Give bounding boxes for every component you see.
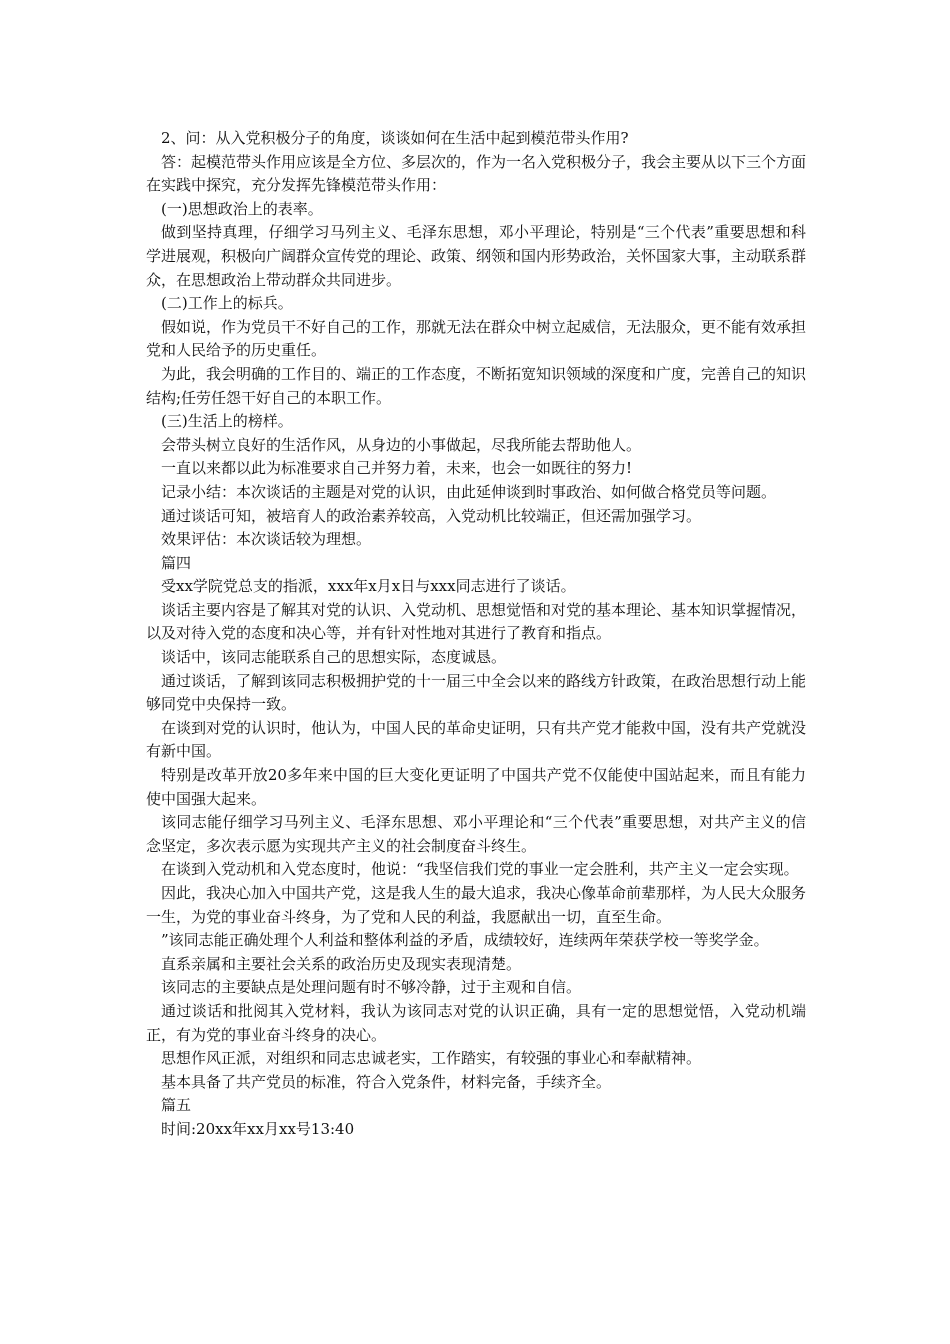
- section-heading-3: (三)生活上的榜样。: [161, 412, 293, 431]
- paragraph-evaluation: 效果评估：本次谈话较为理想。: [161, 530, 372, 549]
- paragraph: 在谈到入党动机和入党态度时，他说：“我坚信我们党的事业一定会胜利，共产主义一定会实现。: [161, 860, 799, 879]
- paragraph: 通过谈话可知，被培育人的政治素养较高，入党动机比较端正，但还需加强学习。: [161, 506, 702, 525]
- paragraph: 通过谈话和批阅其入党材料，我认为该同志对党的认识正确，具有一定的思想觉悟，入党动机端正，有为党的事业奋斗终身的决心。: [146, 1001, 806, 1044]
- paragraph: 因此，我决心加入中国共产党，这是我人生的最大追求，我决心像革命前辈那样，为人民大众服务一生，为党的事业奋斗终身，为了党和人民的利益，我愿献出一切，直至生命。: [146, 884, 807, 926]
- paragraph: 思想作风正派，对组织和同志忠诚老实，工作踏实，有较强的事业心和奉献精神。: [161, 1049, 702, 1068]
- paragraph-summary: 记录小结：本次谈话的主题是对党的认识，由此延伸谈到时事政治、如何做合格党员等问题。: [161, 482, 777, 501]
- paragraph: 谈话中，该同志能联系自己的思想实际，态度诚恳。: [161, 648, 507, 667]
- paragraph: 基本具备了共产党员的标准，符合入党条件，材料完备，手续齐全。: [161, 1072, 612, 1091]
- paragraph: 会带头树立良好的生活作风，从身边的小事做起，尽我所能去帮助他人。: [161, 435, 642, 454]
- chapter-heading-4: 篇四: [161, 553, 192, 572]
- paragraph-answer: 答：起模范带头作用应该是全方位、多层次的，作为一名入党积极分子，我会主要从以下三个方面在实践中探究，充分发挥先锋模范带头作用：: [146, 152, 807, 195]
- paragraph: 假如说，作为党员干不好自己的工作，那就无法在群众中树立起威信，无法服众，更不能有效承担党和人民给予的历史重任。: [146, 317, 807, 360]
- section-heading-2: (二)工作上的标兵。: [161, 294, 293, 313]
- paragraph: ”该同志能正确处理个人利益和整体利益的矛盾，成绩较好，连续两年荣获学校一等奖学金。: [161, 931, 769, 950]
- paragraph: 该同志的主要缺点是处理问题有时不够冷静，过于主观和自信。: [161, 978, 582, 997]
- paragraph: 一直以来都以此为标准要求自己并努力着，未来，也会一如既往的努力!: [161, 459, 633, 478]
- paragraph-question-2: 2、问：从入党积极分子的角度，谈谈如何在生活中起到模范带头作用?: [161, 129, 629, 147]
- paragraph: 在谈到对党的认识时，他认为，中国人民的革命史证明，只有共产党才能救中国，没有共产党就没有新中国。: [146, 718, 807, 761]
- paragraph: 直系亲属和主要社会关系的政治历史及现实表现清楚。: [161, 954, 522, 973]
- paragraph-time: 时间:20xx年xx月xx号13:40: [161, 1119, 355, 1138]
- paragraph: 为此，我会明确的工作目的、端正的工作态度，不断拓宽知识领域的深度和广度，完善自己的知识结构;任劳任怨干好自己的本职工作。: [146, 364, 807, 407]
- paragraph: 该同志能仔细学习马列主义、毛泽东思想、邓小平理论和“三个代表”重要思想，对共产主义的信念坚定，多次表示愿为实现共产主义的社会制度奋斗终生。: [146, 813, 806, 855]
- paragraph: 通过谈话，了解到该同志积极拥护党的十一届三中全会以来的路线方针政策，在政治思想行动上能够同党中央保持一致。: [146, 671, 807, 714]
- chapter-heading-5: 篇五: [161, 1096, 192, 1115]
- paragraph: 谈话主要内容是了解其对党的认识、入党动机、思想觉悟和对党的基本理论、基本知识掌握情况，以及对待入党的态度和决心等，并有针对性地对其进行了教育和指点。: [146, 600, 807, 643]
- paragraph: 特别是改革开放20多年来中国的巨大变化更证明了中国共产党不仅能使中国站起来，而且有能力使中国强大起来。: [146, 766, 806, 808]
- document-body: [146, 127, 806, 1142]
- paragraph: 做到坚持真理，仔细学习马列主义、毛泽东思想，邓小平理论，特别是“三个代表”重要思想和科学进展观，积极向广阔群众宣传党的理论、政策、纲领和国内形势政治，关怀国家大事，主动联系群众，在思想政治上带动群众共同进步。: [146, 223, 807, 289]
- section-heading-1: (一)思想政治上的表率。: [161, 199, 323, 218]
- paragraph: 受xx学院党总支的指派，xxx年x月x日与xxx同志进行了谈话。: [161, 577, 576, 596]
